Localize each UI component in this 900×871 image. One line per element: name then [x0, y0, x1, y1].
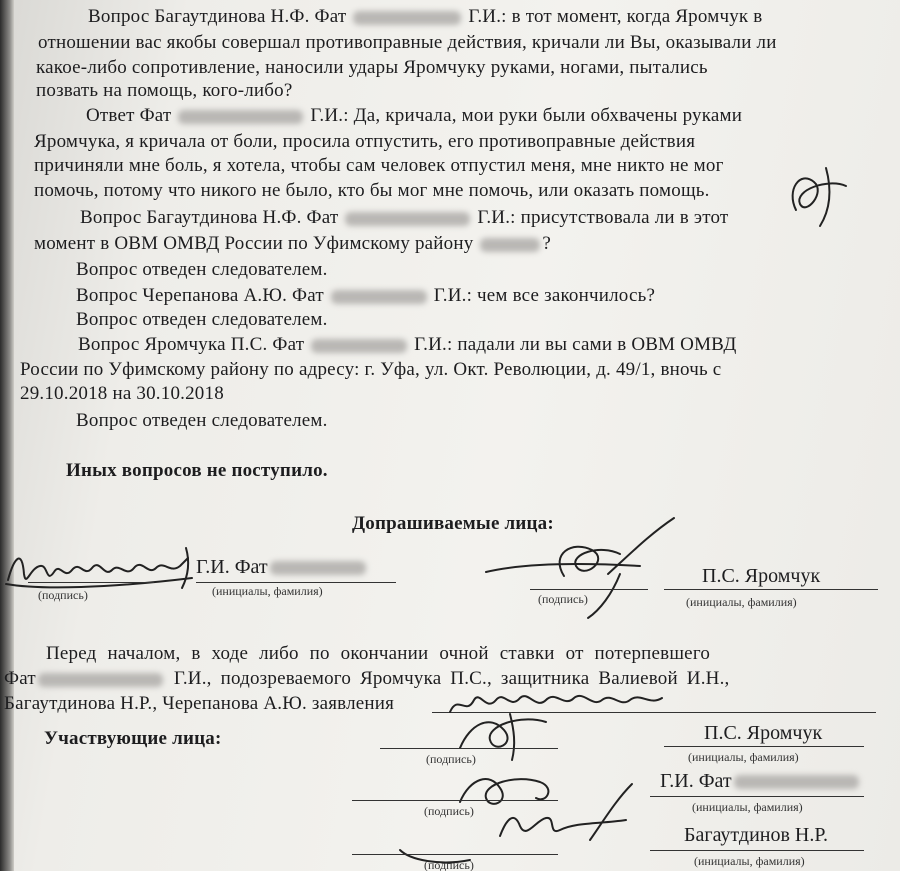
redacted-name [353, 11, 461, 25]
caption-initials: (инициалы, фамилия) [688, 750, 799, 764]
caption-initials: (инициалы, фамилия) [212, 584, 323, 598]
text-line-3: какое-либо сопротивление, наносили удары Яромчуку руками, ногами, пытались [36, 57, 708, 78]
signature-yaromchuk [480, 514, 690, 624]
caption-initials: (инициалы, фамилия) [692, 800, 803, 814]
text-line-13: Вопрос отведен следователем. [76, 309, 328, 330]
signature-line [28, 582, 154, 583]
text-line-12: Вопрос Черепанова А.Ю. Фат Г.И.: чем все закончилось? [76, 285, 656, 306]
redacted-name [270, 561, 366, 575]
caption-initials: (инициалы, фамилия) [694, 854, 805, 868]
page-edge-shadow [0, 0, 14, 871]
text-line-11: Вопрос отведен следователем. [76, 259, 328, 280]
participant-name-2: Г.И. Фат [660, 770, 861, 793]
redacted-name [178, 110, 303, 124]
caption-initials: (инициалы, фамилия) [686, 595, 797, 609]
text-line-7: причиняли мне боль, я хотела, чтобы сам человек отпустил меня, мне никто не мог [34, 155, 724, 176]
caption-signature: (подпись) [424, 804, 474, 818]
redacted-name [480, 238, 540, 252]
signature-line [530, 589, 648, 590]
caption-signature: (подпись) [538, 592, 588, 606]
statement-line-3: Багаутдинова Н.Р., Черепанова А.Ю. заявления [4, 693, 395, 714]
text-line-10: момент в ОВМ ОМВД России по Уфимскому району ? [34, 233, 552, 254]
redacted-name [734, 775, 859, 789]
name-line [664, 746, 864, 747]
signature-line [352, 854, 558, 855]
text-line-9: Вопрос Багаутдинова Н.Ф. Фат Г.И.: присутствовала ли в этот [80, 207, 729, 228]
interrogated-name-2: П.С. Яромчук [702, 565, 821, 587]
interrogated-heading: Допрашиваемые лица: [352, 513, 554, 534]
participant-name-1: П.С. Яромчук [704, 722, 823, 744]
caption-signature: (подпись) [426, 752, 476, 766]
participant-name-3: Багаутдинов Н.Р. [684, 824, 828, 846]
caption-signature: (подпись) [424, 858, 474, 871]
redacted-name [331, 290, 427, 304]
name-line [664, 589, 878, 590]
text-line-16: 29.10.2018 на 30.10.2018 [20, 383, 224, 404]
text-line-6: Яромчука, я кричала от боли, просила отпустить, его противоправные действия [34, 131, 696, 152]
interrogated-name-1: Г.И. Фат [196, 556, 368, 579]
redacted-name [38, 673, 163, 687]
text-line-15: России по Уфимскому району по адресу: г. Уфа, ул. Окт. Революции, д. 49/1, вночь с [20, 359, 722, 380]
text-line-2: отношении вас якобы совершал противоправные действия, кричали ли Вы, оказывали ли [38, 32, 777, 53]
statement-line-2: Фат Г.И., подозреваемого Яромчука П.С., защитника Валиевой И.Н., [4, 668, 730, 689]
signature-participant-3 [380, 780, 660, 871]
text-line-14: Вопрос Яромчука П.С. Фат Г.И.: падали ли вы сами в ОВМ ОМВД [78, 334, 737, 355]
text-line-4: позвать на помощь, кого-либо? [36, 80, 293, 101]
name-line [196, 582, 396, 583]
margin-signature [766, 160, 866, 230]
redacted-name [345, 212, 470, 226]
redacted-name [311, 339, 407, 353]
name-line [650, 850, 864, 851]
statement-line-1: Перед началом, в ходе либо по окончании очной ставки от потерпевшего [46, 643, 711, 664]
participants-heading: Участвующие лица: [44, 728, 222, 749]
text-line-1: Вопрос Багаутдинова Н.Ф. Фат Г.И.: в тот момент, когда Яромчук в [88, 6, 763, 27]
text-line-8: помочь, потому что никого не было, кто бы мог мне помочь, или оказать помощь. [34, 180, 710, 201]
signature-fat [0, 528, 200, 608]
no-more-questions: Иных вопросов не поступило. [66, 460, 328, 481]
caption-signature: (подпись) [38, 588, 88, 602]
text-line-5: Ответ Фат Г.И.: Да, кричала, мои руки были обхвачены руками [86, 105, 743, 126]
text-line-17: Вопрос отведен следователем. [76, 410, 328, 431]
name-line [650, 796, 864, 797]
signature-line [380, 748, 558, 749]
